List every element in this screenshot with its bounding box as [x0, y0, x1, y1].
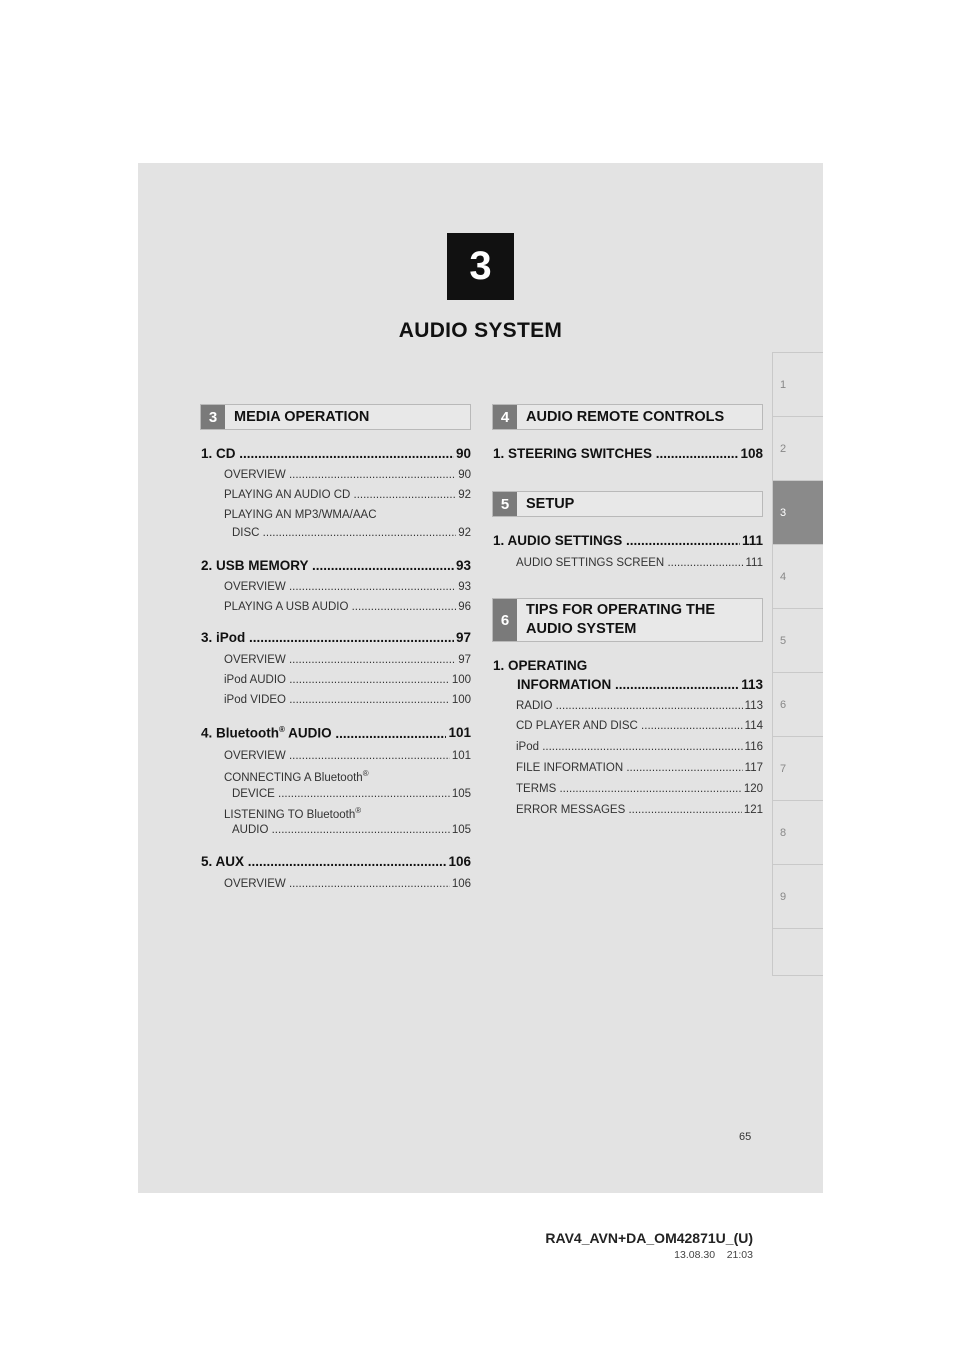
toc-sub-title: OVERVIEW ..... [224, 581, 456, 593]
toc-sub-page: 100 [451, 674, 471, 686]
toc-sub-title: FILE INFORMATION ..... [516, 762, 743, 774]
section-header-media-operation [200, 404, 471, 430]
toc-sub-usb-overview[interactable] [224, 581, 471, 593]
section-header-audio-remote-controls [492, 404, 763, 430]
toc-entry-title: 3. iPod ..... [201, 630, 454, 645]
side-tab-4[interactable]: 4 [772, 544, 823, 608]
toc-sub-page: 96 [458, 601, 471, 613]
side-tab-6[interactable]: 6 [772, 672, 823, 736]
toc-sub-page: 92 [458, 489, 471, 501]
toc-sub-bt-listen-line2[interactable] [232, 824, 471, 836]
section-title: AUDIO REMOTE CONTROLS [526, 408, 725, 425]
section-number: 5 [493, 492, 517, 516]
side-tab-1[interactable]: 1 [772, 352, 823, 416]
toc-sub-page: 97 [458, 654, 471, 666]
toc-sub-page: 106 [451, 878, 471, 890]
section-title [517, 599, 715, 641]
toc-sub-audio-settings-screen[interactable] [516, 557, 763, 569]
toc-sub-radio[interactable] [516, 700, 763, 712]
toc-sub-page: 105 [451, 788, 471, 800]
toc-sub-title: iPod ..... [516, 741, 743, 753]
section-title-line2: AUDIO SYSTEM [526, 621, 637, 637]
toc-sub-ipod[interactable] [516, 741, 763, 753]
toc-sub-aux-overview[interactable] [224, 878, 471, 890]
section-header-tips [492, 598, 763, 642]
toc-sub-title: PLAYING AN AUDIO CD ..... [224, 489, 456, 501]
toc-sub-bt-connect-line1[interactable] [224, 769, 369, 784]
side-tab-5[interactable]: 5 [772, 608, 823, 672]
toc-sub-page: 116 [744, 741, 763, 753]
section-header-setup [492, 491, 763, 517]
toc-sub-title: TERMS ..... [516, 783, 742, 795]
side-tab-blank [772, 928, 823, 976]
section-title: MEDIA OPERATION [234, 408, 370, 425]
toc-sub-title: OVERVIEW ..... [224, 878, 450, 890]
registered-mark: ® [279, 725, 285, 734]
toc-entry-title-a: 4. Bluetooth [201, 725, 279, 741]
section-number: 4 [493, 405, 517, 429]
toc-sub-title: OVERVIEW ..... [224, 469, 456, 481]
toc-entry-audio-settings[interactable] [493, 533, 763, 548]
toc-sub-file-information[interactable] [516, 762, 763, 774]
section-number: 3 [201, 405, 225, 429]
toc-entry-operating-line1[interactable]: 1. OPERATING [493, 658, 588, 673]
toc-entry-cd[interactable] [201, 446, 471, 461]
section-title: SETUP [526, 495, 575, 512]
toc-entry-usb-memory[interactable] [201, 558, 471, 573]
chapter-number-box: 3 [447, 233, 514, 300]
toc-entry-page: 108 [740, 446, 763, 461]
side-tab-7[interactable]: 7 [772, 736, 823, 800]
toc-sub-title: RADIO ..... [516, 700, 743, 712]
toc-entry-page: 111 [741, 533, 763, 548]
toc-sub-title: iPod AUDIO ..... [224, 674, 450, 686]
toc-sub-title: OVERVIEW ..... [224, 750, 450, 762]
toc-sub-bt-overview[interactable] [224, 750, 471, 762]
toc-sub-ipod-overview[interactable] [224, 654, 471, 666]
toc-sub-mp3-line1[interactable]: PLAYING AN MP3/WMA/AAC [224, 509, 377, 521]
toc-entry-ipod[interactable] [201, 630, 471, 645]
toc-sub-page: 90 [458, 469, 471, 481]
section-number: 6 [493, 599, 517, 641]
toc-sub-bt-connect-line2[interactable] [232, 788, 471, 800]
toc-entry-page: 93 [455, 558, 471, 573]
toc-sub-title: ERROR MESSAGES ..... [516, 804, 742, 816]
toc-sub-title: AUDIO ..... [232, 824, 450, 836]
chapter-title: AUDIO SYSTEM [398, 319, 563, 342]
toc-sub-page: 113 [744, 700, 763, 712]
toc-entry-page: 101 [448, 725, 471, 740]
toc-sub-title: DISC ..... [232, 527, 456, 539]
toc-sub-page: 121 [743, 804, 763, 816]
side-tab-8[interactable]: 8 [772, 800, 823, 864]
toc-sub-page: 114 [744, 720, 763, 732]
toc-entry-title: 1. CD ..... [201, 446, 454, 461]
document-code: RAV4_AVN+DA_OM42871U_(U) [545, 1230, 753, 1246]
toc-entry-page: 97 [455, 630, 471, 645]
side-tab-3[interactable]: 3 [772, 480, 823, 544]
toc-sub-title: iPod VIDEO ..... [224, 694, 450, 706]
toc-sub-page: 111 [745, 557, 763, 569]
page-number: 65 [739, 1131, 752, 1143]
toc-entry-title: 2. USB MEMORY ..... [201, 558, 454, 573]
toc-sub-page: 100 [451, 694, 471, 706]
toc-sub-bt-listen-line1[interactable] [224, 806, 361, 821]
toc-sub-title: PLAYING A USB AUDIO ..... [224, 601, 456, 613]
toc-sub-title: OVERVIEW ..... [224, 654, 456, 666]
toc-entry-title: 1. STEERING SWITCHES ..... [493, 446, 738, 461]
toc-entry-steering-switches[interactable] [493, 446, 763, 461]
toc-sub-title: CD PLAYER AND DISC ..... [516, 720, 743, 732]
toc-sub-title: DEVICE ..... [232, 788, 450, 800]
toc-sub-cd-player-disc[interactable] [516, 720, 763, 732]
toc-sub-page: 92 [458, 527, 471, 539]
toc-sub-error-messages[interactable] [516, 804, 763, 816]
toc-sub-title: CONNECTING A Bluetooth [224, 771, 363, 784]
toc-sub-page: 93 [458, 581, 471, 593]
toc-sub-usb-audio[interactable] [224, 601, 471, 613]
toc-sub-page: 105 [451, 824, 471, 836]
toc-sub-ipod-video[interactable] [224, 694, 471, 706]
toc-entry-title: INFORMATION ..... [517, 677, 739, 692]
side-tab-2[interactable]: 2 [772, 416, 823, 480]
toc-entry-page: 90 [455, 446, 471, 461]
toc-entry-operating-line2[interactable] [517, 677, 763, 692]
toc-sub-title: AUDIO SETTINGS SCREEN ..... [516, 557, 744, 569]
chapter-side-tabs [772, 352, 823, 976]
toc-entry-bluetooth-audio[interactable] [201, 725, 471, 741]
toc-entry-title: 5. AUX ..... [201, 854, 446, 869]
toc-sub-ipod-audio[interactable] [224, 674, 471, 686]
section-title-line1: TIPS FOR OPERATING THE [526, 602, 716, 618]
toc-entry-aux[interactable] [201, 854, 471, 869]
toc-entry-page: 106 [448, 854, 471, 869]
toc-entry-title-b: AUDIO [284, 725, 332, 741]
toc-sub-title: LISTENING TO Bluetooth [224, 808, 356, 821]
side-tab-9[interactable]: 9 [772, 864, 823, 928]
toc-sub-mp3-line2[interactable] [232, 527, 471, 539]
toc-entry-title [201, 725, 446, 741]
registered-mark: ® [355, 806, 362, 815]
toc-sub-terms[interactable] [516, 783, 763, 795]
toc-sub-cd-overview[interactable] [224, 469, 471, 481]
toc-entry-title: 1. AUDIO SETTINGS ..... [493, 533, 740, 548]
document-timestamp: 13.08.30 21:03 [674, 1249, 753, 1261]
toc-sub-page: 101 [451, 750, 471, 762]
toc-sub-playing-audio-cd[interactable] [224, 489, 471, 501]
toc-sub-page: 117 [744, 762, 763, 774]
toc-sub-page: 120 [743, 783, 763, 795]
toc-entry-page: 113 [741, 677, 763, 692]
registered-mark: ® [362, 769, 369, 778]
